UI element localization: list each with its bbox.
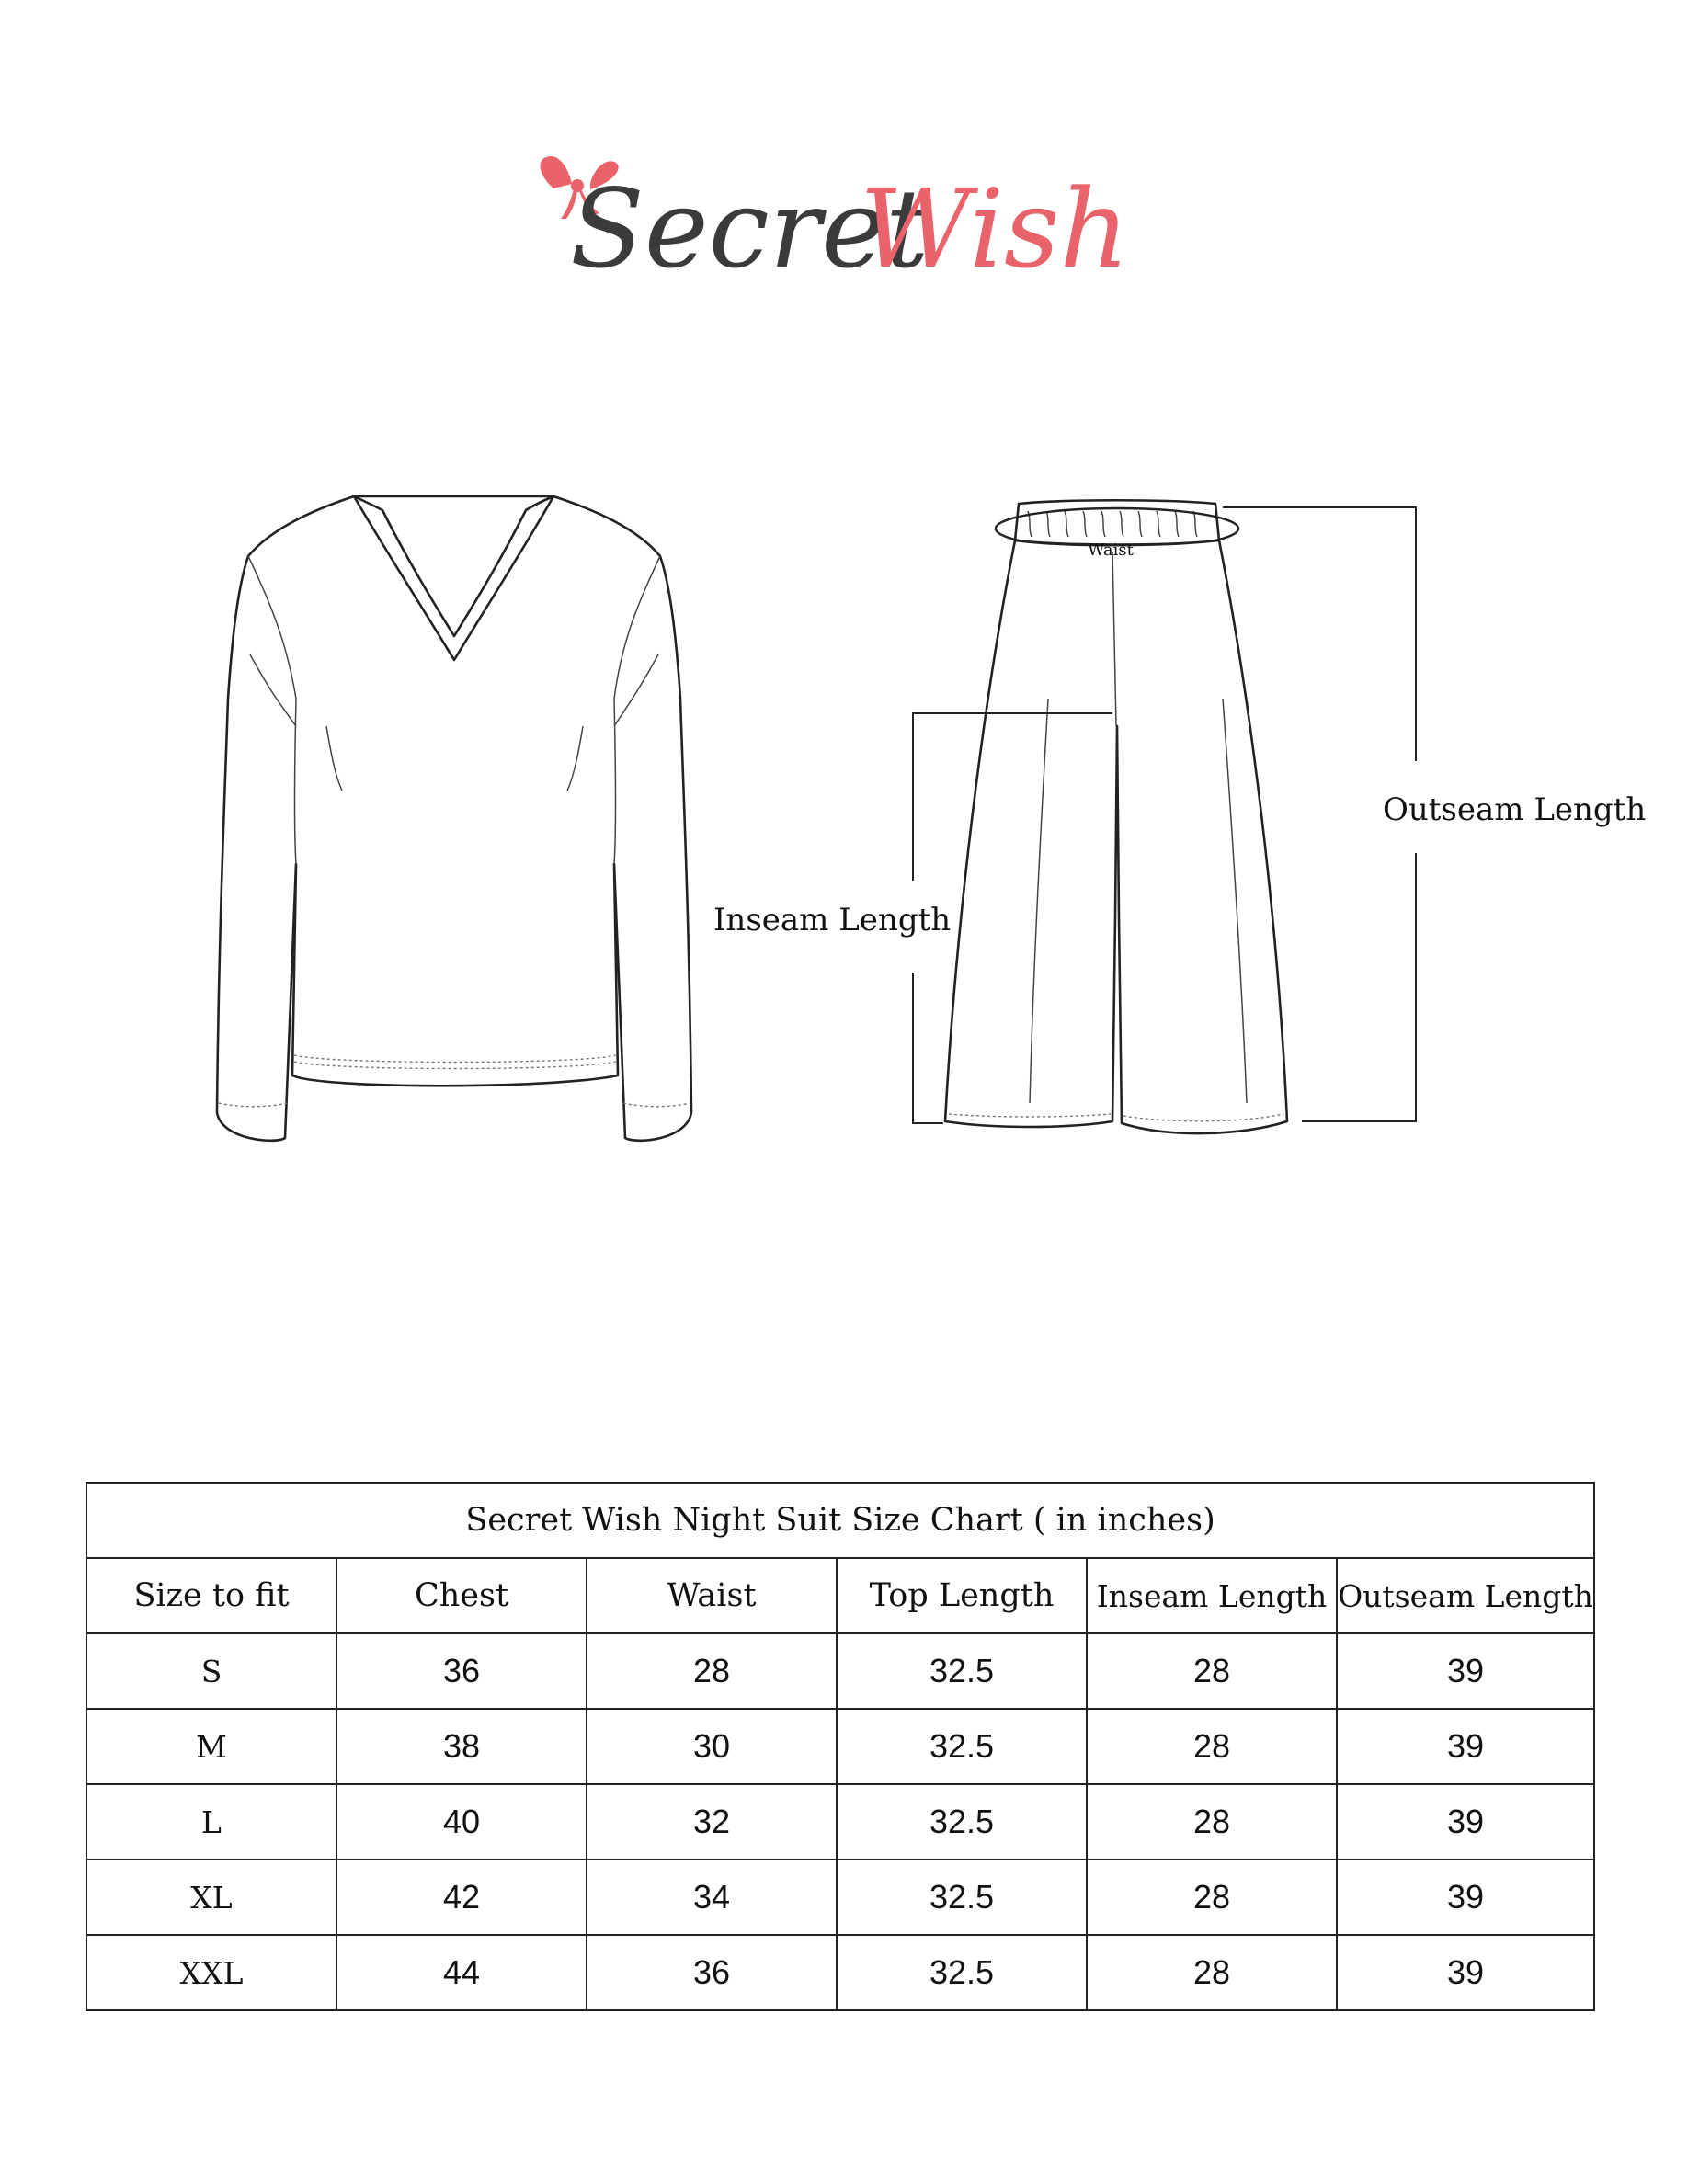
column-header: Inseam Length: [1087, 1558, 1337, 1633]
top-length-cell: 32.5: [837, 1633, 1087, 1709]
top-length-cell: 32.5: [837, 1935, 1087, 2010]
outseam-cell: 39: [1337, 1709, 1594, 1784]
chest-cell: 44: [336, 1935, 587, 2010]
top-length-cell: 32.5: [837, 1709, 1087, 1784]
size-cell: L: [86, 1784, 336, 1860]
chest-cell: 36: [336, 1633, 587, 1709]
top-length-cell: 32.5: [837, 1860, 1087, 1935]
size-cell: S: [86, 1633, 336, 1709]
table-title: Secret Wish Night Suit Size Chart ( in inches): [86, 1483, 1594, 1558]
inseam-cell: 28: [1087, 1860, 1337, 1935]
brand-word-wish: Wish: [860, 165, 1130, 292]
table-row: [86, 1633, 1594, 1709]
column-header: Chest: [336, 1558, 587, 1633]
column-header: Waist: [587, 1558, 837, 1633]
inseam-label: Inseam Length: [713, 902, 952, 938]
inseam-cell: 28: [1087, 1935, 1337, 2010]
table-row: [86, 1784, 1594, 1860]
outseam-cell: 39: [1337, 1633, 1594, 1709]
size-cell: XXL: [86, 1935, 336, 2010]
table-row: [86, 1709, 1594, 1784]
brand-word-secret: Secret: [570, 165, 930, 292]
column-header: Size to fit: [86, 1558, 336, 1633]
outseam-cell: 39: [1337, 1935, 1594, 2010]
table-header-row: [86, 1558, 1594, 1633]
inseam-cell: 28: [1087, 1709, 1337, 1784]
waist-cell: 36: [587, 1935, 837, 2010]
outseam-label: Outseam Length: [1383, 791, 1647, 828]
chest-cell: 40: [336, 1784, 587, 1860]
inseam-cell: 28: [1087, 1784, 1337, 1860]
chest-cell: 38: [336, 1709, 587, 1784]
table-row: [86, 1935, 1594, 2010]
column-header: Top Length: [837, 1558, 1087, 1633]
inseam-cell: 28: [1087, 1633, 1337, 1709]
waist-cell: 30: [587, 1709, 837, 1784]
waist-label: Waist: [1088, 540, 1134, 560]
table-row: [86, 1860, 1594, 1935]
outseam-cell: 39: [1337, 1784, 1594, 1860]
waist-cell: 28: [587, 1633, 837, 1709]
column-header: Outseam Length: [1337, 1558, 1594, 1633]
size-cell: M: [86, 1709, 336, 1784]
top-sketch: [217, 496, 691, 1141]
table-title-row: [86, 1483, 1594, 1558]
outseam-cell: 39: [1337, 1860, 1594, 1935]
waist-cell: 34: [587, 1860, 837, 1935]
size-chart-table: [86, 1482, 1595, 2011]
chest-cell: 42: [336, 1860, 587, 1935]
waist-cell: 32: [587, 1784, 837, 1860]
top-length-cell: 32.5: [837, 1784, 1087, 1860]
size-cell: XL: [86, 1860, 336, 1935]
pants-sketch: [945, 500, 1287, 1133]
